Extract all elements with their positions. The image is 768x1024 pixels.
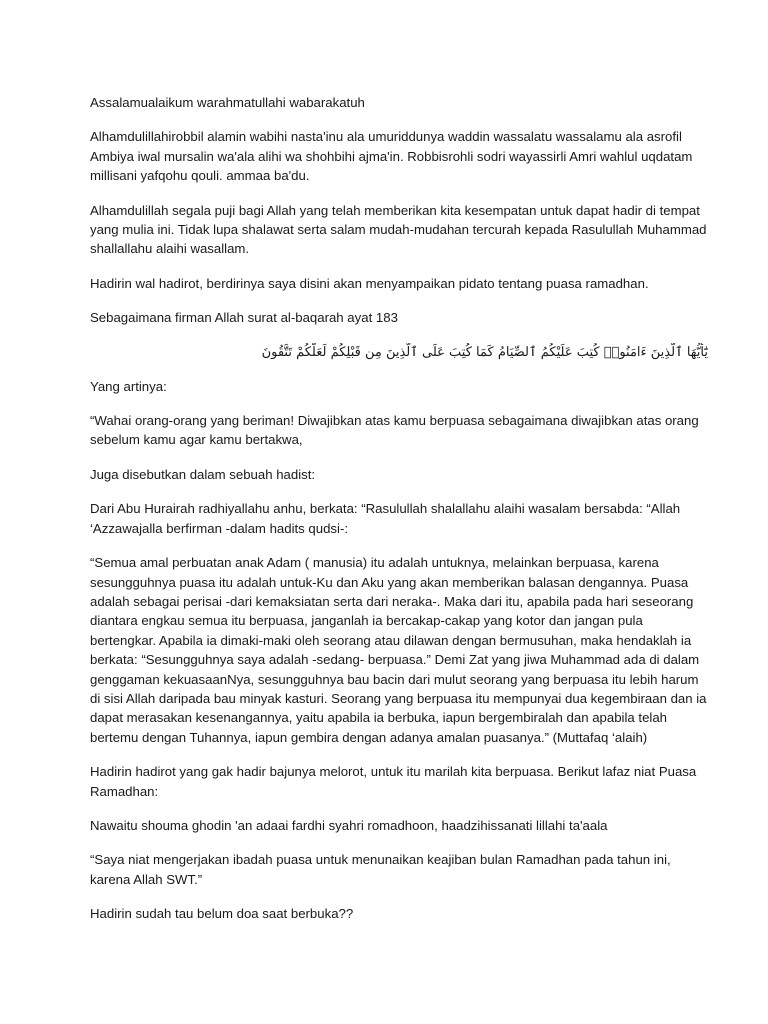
paragraph-niat-meaning: “Saya niat mengerjakan ibadah puasa untuk menunaikan keajiban bulan Ramadhan pada tahun ini, karena Allah SWT.” [90,852,671,887]
paragraph-hadith-intro: Juga disebutkan dalam sebuah hadist: [90,466,316,482]
paragraph-niat-lafaz: Nawaitu shouma ghodin 'an adaai fardhi syahri romadhoon, haadzihissanati lillahi ta'aala [90,817,608,833]
paragraph-hadith-narration: Dari Abu Hurairah radhiyallahu anhu, berkata: “Rasulullah shalallahu alaihi wasalam bersabda: “Allah ‘Azzawajalla berfirman -dalam hadits qudsi-: [90,501,681,536]
paragraph-opening-praise: Alhamdulillahirobbil alamin wabihi nasta'inu ala umuriddunya waddin wassalatu wassalamu ala asrofil Ambiya iwal mursalin wa'ala alihi wa shohbihi ajma'in. Robbisrohli sodri wayassirli Amri wahlul uqdatam millisani yafqohu qouli. ammaa ba'du. [90,129,693,184]
paragraph-niat-intro: Hadirin hadirot yang gak hadir bajunya melorot, untuk itu marilah kita berpuasa. Berikut lafaz niat Puasa Ramadhan: [90,764,697,799]
arabic-verse: يَٰٓأَيُّهَا ٱلَّذِينَ ءَامَنُوا۟ كُتِبَ عَلَيْكُمُ ٱلصِّيَامُ كَمَا كُتِبَ عَلَى ٱلَّذِينَ مِن قَبْلِكُمْ لَعَلَّكُمْ تَتَّقُونَ [261,344,708,360]
paragraph-verse-reference: Sebagaimana firman Allah surat al-baqarah ayat 183 [90,310,398,326]
paragraph-topic-intro: Hadirin wal hadirot, berdirinya saya disini akan menyampaikan pidato tentang puasa ramadhan. [90,275,649,291]
paragraph-greeting: Assalamualaikum warahmatullahi wabarakatuh [90,95,365,110]
paragraph-verse-translation: “Wahai orang-orang yang beriman! Diwajibkan atas kamu berpuasa sebagaimana diwajibkan atas orang sebelum kamu agar kamu bertakwa, [90,413,699,448]
paragraph-gratitude: Alhamdulillah segala puji bagi Allah yang telah memberikan kita kesempatan untuk dapat hadir di tempat yang mulia ini. Tidak lupa shalawat serta salam mudah-mudahan tercurah kepada Rasulullah Muhammad shallallahu alaihi wasallam. [90,202,707,257]
paragraph-hadith-text: “Semua amal perbuatan anak Adam ( manusia) itu adalah untuknya, melainkan berpuasa, karena sesungguhnya puasa itu adalah untuk-Ku dan Aku yang akan memberikan balasan dengannya. Puasa adalah sebagai perisai -dari kemaksiatan serta dari neraka-. Maka dari itu, apabila pada hari seseorang diantara engkau semua itu berpuasa, janganlah ia bercakap-cakap yang kotor dan jangan pula bertengkar. Apabila ia dimaki-maki oleh seorang atau dilawan dengan bermusuhan, maka hendaklah ia berkata: “Sesungguhnya saya adalah -sedang- berpuasa.” Demi Zat yang jiwa Muhammad ada di dalam genggaman kekuasaanNya, sesungguhnya bau bacin dari mulut seorang yang berpuasa itu lebih harum di sisi Allah daripada bau minyak kasturi. Seorang yang berpuasa itu mempunyai dua kegembiraan dan ia dapat merasakan kesenangannya, yaitu apabila ia berbuka, iapun bergembiralah dan apabila telah bertemu dengan Tuhannya, iapun gembira dengan adanya amalan puasanya.” (Muttafaq ‘alaih) [90,555,707,745]
paragraph-closing-question: Hadirin sudah tau belum doa saat berbuka?? [90,906,354,922]
paragraph-meaning-label: Yang artinya: [90,378,167,394]
